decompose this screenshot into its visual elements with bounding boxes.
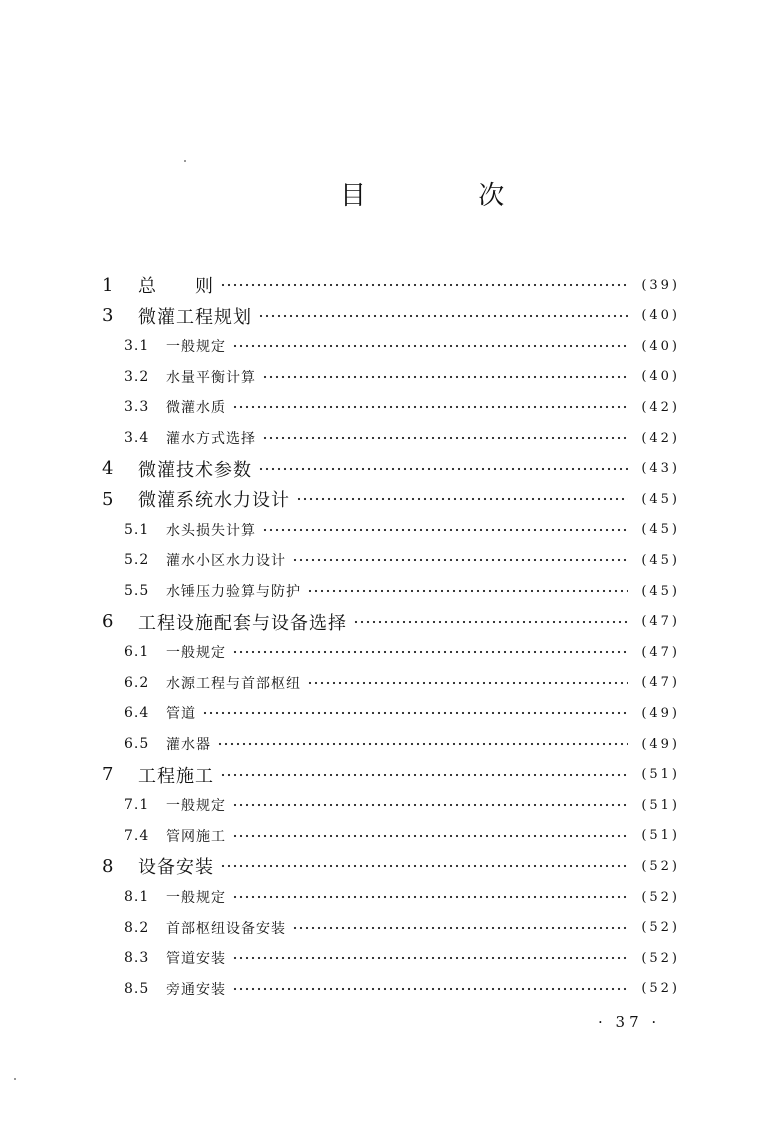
page-number: · 37 · [598, 1013, 661, 1031]
toc-entry-number: 3.2 [124, 368, 150, 385]
dot-leader [232, 648, 628, 656]
toc-entry-page: (52) [641, 920, 680, 936]
toc-entry [0, 545, 680, 575]
dot-leader [296, 495, 628, 503]
dot-leader [220, 281, 628, 289]
toc-entry-page: (52) [641, 981, 680, 997]
dot-leader [258, 465, 628, 473]
dot-leader [220, 771, 628, 779]
toc-entry-page: (47) [641, 675, 680, 691]
toc-entry-page: (45) [641, 522, 680, 538]
toc-entry [0, 362, 680, 392]
dot-leader [262, 526, 628, 534]
toc-entry-number: 5 [102, 488, 114, 510]
toc-entry [0, 698, 680, 728]
toc-entry-title: 一般规定 [166, 645, 226, 662]
scan-speck [184, 160, 186, 162]
dot-leader [307, 587, 628, 595]
toc-entry-number: 7.1 [124, 797, 150, 814]
toc-entry-title: 管道安装 [166, 951, 226, 968]
toc-entry-title: 微灌系统水力设计 [138, 490, 290, 512]
dot-leader [232, 954, 628, 962]
toc-entry-number: 3.1 [124, 338, 150, 355]
toc-entry-number: 3 [102, 305, 114, 327]
dot-leader [220, 862, 628, 870]
toc-entry-number: 6.1 [124, 644, 150, 661]
toc-entry [0, 943, 680, 973]
toc-entry-number: 1 [102, 274, 114, 296]
toc-entry-page: (43) [641, 461, 680, 477]
dot-leader [232, 893, 628, 901]
toc-entry-title: 工程设施配套与设备选择 [138, 612, 347, 634]
toc-entry-number: 8 [102, 855, 114, 877]
dot-leader [292, 556, 628, 564]
dot-leader [232, 801, 628, 809]
toc-entry-page: (39) [641, 277, 680, 293]
toc-entry-title: 微灌工程规划 [138, 306, 252, 328]
dot-leader [202, 709, 628, 717]
toc-entry [0, 851, 680, 881]
toc-entry [0, 821, 680, 851]
toc-entry-title: 首部枢纽设备安装 [166, 920, 286, 937]
toc-entry [0, 760, 680, 790]
toc-entry-page: (40) [641, 338, 680, 354]
toc-entry-page: (42) [641, 430, 680, 446]
toc-entry-page: (52) [641, 858, 680, 874]
toc-entry [0, 790, 680, 820]
toc-entry-title: 水量平衡计算 [166, 369, 256, 386]
dot-leader [292, 924, 628, 932]
toc-entry-page: (51) [641, 797, 680, 813]
toc-entry-title: 一般规定 [166, 339, 226, 356]
toc-entry [0, 882, 680, 912]
dot-leader [353, 618, 628, 626]
toc-entry-title: 旁通安装 [166, 981, 226, 998]
dot-leader [232, 832, 628, 840]
toc-entry-title: 微灌水质 [166, 400, 226, 417]
toc-entry-page: (42) [641, 399, 680, 415]
page-title: 目 次 [340, 181, 557, 211]
toc-entry [0, 484, 680, 514]
toc-entry-title: 灌水小区水力设计 [166, 553, 286, 570]
toc-entry-number: 8.1 [124, 889, 150, 905]
toc-entry-number: 3.4 [124, 430, 150, 446]
toc-entry-page: (45) [641, 491, 680, 507]
dot-leader [307, 679, 628, 687]
dot-leader [232, 985, 628, 993]
scan-speck [14, 1078, 16, 1080]
toc-entry-title: 管网施工 [166, 828, 226, 845]
toc-entry-number: 6.2 [124, 674, 150, 691]
toc-entry-title: 水源工程与首部枢纽 [166, 675, 301, 692]
toc-entry-title: 管道 [166, 706, 196, 723]
toc-entry [0, 301, 680, 331]
toc-entry-page: (47) [641, 614, 680, 630]
toc-entry [0, 423, 680, 453]
toc-entry [0, 668, 680, 698]
toc-entry [0, 913, 680, 943]
toc-entry-title: 总 则 [138, 276, 214, 297]
toc-entry-page: (45) [641, 552, 680, 568]
toc-entry-number: 6.5 [124, 736, 150, 752]
toc-entry-number: 8.3 [124, 950, 150, 967]
toc-entry-number: 7 [102, 764, 114, 786]
toc-entry-page: (49) [641, 705, 680, 721]
dot-leader [217, 740, 628, 748]
toc-entry-page: (52) [641, 950, 680, 966]
toc-entry [0, 974, 680, 1004]
toc-entry-title: 工程施工 [138, 765, 214, 787]
toc-entry-page: (40) [641, 369, 680, 385]
toc-entry-title: 水头损失计算 [166, 522, 256, 539]
toc-entry-title: 灌水器 [166, 737, 211, 753]
toc-entry-number: 3.3 [124, 399, 150, 416]
dot-leader [262, 373, 628, 381]
toc-entry [0, 454, 680, 484]
toc-entry-title: 设备安装 [138, 857, 214, 879]
toc-entry-page: (51) [641, 767, 680, 783]
toc-entry-page: (49) [641, 736, 680, 752]
toc-entry-title: 灌水方式选择 [166, 431, 256, 447]
dot-leader [258, 312, 628, 320]
toc-entry-page: (40) [641, 308, 680, 324]
toc-entry-page: (52) [641, 889, 680, 905]
toc-entry [0, 515, 680, 545]
toc-entry-page: (45) [641, 583, 680, 599]
toc-entry-number: 6.4 [124, 705, 150, 722]
toc-entry-number: 6 [102, 611, 114, 633]
toc-entry-number: 7.4 [124, 827, 150, 844]
toc-entry [0, 576, 680, 606]
toc-entry [0, 270, 680, 300]
dot-leader [232, 342, 628, 350]
toc-entry-title: 水锤压力验算与防护 [166, 584, 301, 600]
toc-entry [0, 607, 680, 637]
toc-entry [0, 331, 680, 361]
toc-entry-number: 8.2 [124, 919, 150, 936]
toc-entry-number: 5.1 [124, 521, 150, 538]
toc-entry-number: 4 [102, 458, 114, 480]
dot-leader [262, 434, 628, 442]
toc-entry [0, 729, 680, 759]
dot-leader [232, 403, 628, 411]
toc-entry-page: (47) [641, 644, 680, 660]
toc-entry-number: 5.5 [124, 583, 150, 599]
toc-entry-title: 一般规定 [166, 890, 226, 906]
toc-entry-number: 5.2 [124, 552, 150, 569]
toc-entry-title: 微灌技术参数 [138, 459, 252, 481]
toc-entry-page: (51) [641, 828, 680, 844]
toc-entry-number: 8.5 [124, 980, 150, 997]
toc-entry [0, 392, 680, 422]
toc-entry [0, 637, 680, 667]
toc-entry-title: 一般规定 [166, 798, 226, 815]
